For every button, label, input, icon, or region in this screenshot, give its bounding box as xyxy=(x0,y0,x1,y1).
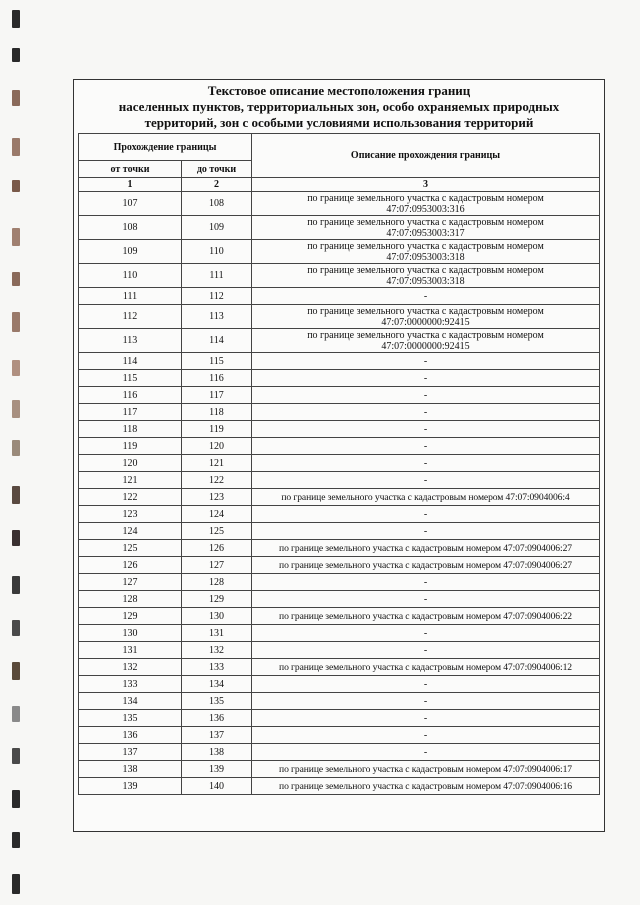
table-row xyxy=(79,240,600,264)
description-cell xyxy=(252,421,600,438)
to-point-cell: 108 xyxy=(182,192,252,216)
col-number: 1 xyxy=(79,178,182,192)
to-point-cell: 125 xyxy=(182,523,252,540)
table-row xyxy=(79,761,600,778)
to-point-cell: 129 xyxy=(182,591,252,608)
from-point-cell: 113 xyxy=(79,329,182,353)
to-point-cell: 137 xyxy=(182,727,252,744)
description-cell xyxy=(252,192,600,216)
from-point-cell: 127 xyxy=(79,574,182,591)
table-row xyxy=(79,264,600,288)
description-line: - xyxy=(423,525,428,537)
binding-holes xyxy=(0,0,40,905)
table-row xyxy=(79,676,600,693)
document-title xyxy=(74,83,604,131)
from-point-cell: 121 xyxy=(79,472,182,489)
to-point-cell: 140 xyxy=(182,778,252,795)
table-row xyxy=(79,727,600,744)
table-row xyxy=(79,192,600,216)
from-point-cell: 129 xyxy=(79,608,182,625)
description-cell xyxy=(252,625,600,642)
description-cell xyxy=(252,438,600,455)
from-point-cell: 132 xyxy=(79,659,182,676)
table-row xyxy=(79,472,600,489)
description-line: - xyxy=(423,406,428,418)
from-point-cell: 107 xyxy=(79,192,182,216)
boundary-table xyxy=(78,133,600,795)
to-point-cell: 128 xyxy=(182,574,252,591)
to-point-cell: 117 xyxy=(182,387,252,404)
table-row xyxy=(79,329,600,353)
table-row xyxy=(79,305,600,329)
table-row xyxy=(79,778,600,795)
description-line: 47:07:0953003:318 xyxy=(386,251,465,263)
table-row xyxy=(79,404,600,421)
from-point-cell: 120 xyxy=(79,455,182,472)
from-point-cell: 131 xyxy=(79,642,182,659)
description-cell xyxy=(252,608,600,625)
from-point-cell: 136 xyxy=(79,727,182,744)
table-body xyxy=(79,192,600,795)
from-point-cell: 126 xyxy=(79,557,182,574)
description-cell xyxy=(252,472,600,489)
from-point-cell: 137 xyxy=(79,744,182,761)
description-line: 47:07:0953003:317 xyxy=(386,227,465,239)
to-point-cell: 122 xyxy=(182,472,252,489)
description-line: - xyxy=(423,389,428,401)
description-line: - xyxy=(423,474,428,486)
description-cell xyxy=(252,489,600,506)
to-point-cell: 130 xyxy=(182,608,252,625)
description-cell xyxy=(252,591,600,608)
description-line: - xyxy=(423,712,428,724)
to-point-cell: 135 xyxy=(182,693,252,710)
description-line: по границе земельного участка с кадастровым номером xyxy=(307,264,544,276)
description-line: 47:07:0953003:316 xyxy=(386,203,465,215)
to-point-cell: 133 xyxy=(182,659,252,676)
table-row xyxy=(79,438,600,455)
to-point-cell: 110 xyxy=(182,240,252,264)
document-frame xyxy=(73,79,605,832)
to-point-cell: 120 xyxy=(182,438,252,455)
to-point-cell: 113 xyxy=(182,305,252,329)
table-row xyxy=(79,642,600,659)
table-row xyxy=(79,659,600,676)
description-line: по границе земельного участка с кадастровым номером 47:07:0904006:17 xyxy=(279,763,572,775)
to-point-cell: 114 xyxy=(182,329,252,353)
description-cell xyxy=(252,506,600,523)
header-to-point: до точки xyxy=(182,161,252,178)
header-from-point: от точки xyxy=(79,161,182,178)
from-point-cell: 133 xyxy=(79,676,182,693)
to-point-cell: 121 xyxy=(182,455,252,472)
description-cell xyxy=(252,404,600,421)
description-line: - xyxy=(423,593,428,605)
description-line: - xyxy=(423,423,428,435)
from-point-cell: 112 xyxy=(79,305,182,329)
from-point-cell: 130 xyxy=(79,625,182,642)
description-cell xyxy=(252,353,600,370)
from-point-cell: 122 xyxy=(79,489,182,506)
description-cell xyxy=(252,540,600,557)
description-cell xyxy=(252,727,600,744)
from-point-cell: 119 xyxy=(79,438,182,455)
to-point-cell: 112 xyxy=(182,288,252,305)
description-cell xyxy=(252,710,600,727)
title-line: Текстовое описание местоположения границ xyxy=(207,83,471,98)
description-line: по границе земельного участка с кадастровым номером xyxy=(307,216,544,228)
to-point-cell: 115 xyxy=(182,353,252,370)
description-line: - xyxy=(423,440,428,452)
description-cell xyxy=(252,370,600,387)
from-point-cell: 117 xyxy=(79,404,182,421)
description-line: - xyxy=(423,355,428,367)
description-line: 47:07:0953003:318 xyxy=(386,275,465,287)
description-cell xyxy=(252,693,600,710)
description-cell xyxy=(252,642,600,659)
description-cell xyxy=(252,659,600,676)
from-point-cell: 128 xyxy=(79,591,182,608)
table-row xyxy=(79,523,600,540)
col-number: 2 xyxy=(182,178,252,192)
table-row xyxy=(79,421,600,438)
table-row xyxy=(79,455,600,472)
description-cell xyxy=(252,557,600,574)
to-point-cell: 134 xyxy=(182,676,252,693)
from-point-cell: 114 xyxy=(79,353,182,370)
table-row xyxy=(79,693,600,710)
description-cell xyxy=(252,264,600,288)
description-line: по границе земельного участка с кадастровым номером xyxy=(307,192,544,204)
from-point-cell: 125 xyxy=(79,540,182,557)
from-point-cell: 134 xyxy=(79,693,182,710)
from-point-cell: 110 xyxy=(79,264,182,288)
description-line: по границе земельного участка с кадастровым номером 47:07:0904006:12 xyxy=(279,661,572,673)
description-cell xyxy=(252,455,600,472)
description-line: - xyxy=(423,746,428,758)
table-row xyxy=(79,370,600,387)
description-line: - xyxy=(423,372,428,384)
table-row xyxy=(79,353,600,370)
description-line: - xyxy=(423,627,428,639)
description-cell xyxy=(252,305,600,329)
from-point-cell: 116 xyxy=(79,387,182,404)
description-line: - xyxy=(423,508,428,520)
table-row xyxy=(79,574,600,591)
to-point-cell: 111 xyxy=(182,264,252,288)
table-row xyxy=(79,557,600,574)
table-row xyxy=(79,288,600,305)
description-cell xyxy=(252,240,600,264)
from-point-cell: 108 xyxy=(79,216,182,240)
title-line: населенных пунктов, территориальных зон, особо охраняемых природных xyxy=(118,99,560,114)
table-row xyxy=(79,506,600,523)
description-line: - xyxy=(423,678,428,690)
description-cell xyxy=(252,216,600,240)
title-line: территорий, зон с особыми условиями использования территорий xyxy=(144,115,534,130)
description-line: по границе земельного участка с кадастровым номером 47:07:0904006:22 xyxy=(279,610,572,622)
to-point-cell: 136 xyxy=(182,710,252,727)
description-line: по границе земельного участка с кадастровым номером xyxy=(307,240,544,252)
header-boundary-passage: Прохождение границы xyxy=(79,134,252,161)
to-point-cell: 124 xyxy=(182,506,252,523)
description-cell xyxy=(252,387,600,404)
to-point-cell: 109 xyxy=(182,216,252,240)
description-cell xyxy=(252,574,600,591)
description-line: по границе земельного участка с кадастровым номером 47:07:0904006:27 xyxy=(279,542,572,554)
description-line: - xyxy=(423,695,428,707)
description-line: 47:07:0000000:92415 xyxy=(381,340,470,352)
from-point-cell: 124 xyxy=(79,523,182,540)
from-point-cell: 111 xyxy=(79,288,182,305)
description-line: по границе земельного участка с кадастровым номером 47:07:0904006:27 xyxy=(279,559,572,571)
description-cell xyxy=(252,778,600,795)
description-line: по границе земельного участка с кадастровым номером xyxy=(307,305,544,317)
description-cell xyxy=(252,744,600,761)
description-line: 47:07:0000000:92415 xyxy=(381,316,470,328)
table-row xyxy=(79,591,600,608)
table-row xyxy=(79,608,600,625)
description-line: по границе земельного участка с кадастровым номером xyxy=(307,329,544,341)
description-cell xyxy=(252,761,600,778)
to-point-cell: 116 xyxy=(182,370,252,387)
description-line: - xyxy=(423,729,428,741)
from-point-cell: 123 xyxy=(79,506,182,523)
table-row xyxy=(79,387,600,404)
description-line: - xyxy=(423,576,428,588)
from-point-cell: 118 xyxy=(79,421,182,438)
description-cell xyxy=(252,329,600,353)
table-row xyxy=(79,744,600,761)
description-line: по границе земельного участка с кадастровым номером 47:07:0904006:4 xyxy=(281,491,570,503)
table-row xyxy=(79,489,600,506)
description-line: - xyxy=(423,644,428,656)
to-point-cell: 123 xyxy=(182,489,252,506)
table-row xyxy=(79,625,600,642)
table-row xyxy=(79,540,600,557)
description-cell xyxy=(252,676,600,693)
description-line: - xyxy=(423,290,428,302)
to-point-cell: 127 xyxy=(182,557,252,574)
to-point-cell: 138 xyxy=(182,744,252,761)
to-point-cell: 132 xyxy=(182,642,252,659)
header-description: Описание прохождения границы xyxy=(252,134,600,178)
table-row xyxy=(79,216,600,240)
description-line: - xyxy=(423,457,428,469)
to-point-cell: 126 xyxy=(182,540,252,557)
from-point-cell: 115 xyxy=(79,370,182,387)
from-point-cell: 138 xyxy=(79,761,182,778)
description-line: по границе земельного участка с кадастровым номером 47:07:0904006:16 xyxy=(279,780,572,792)
from-point-cell: 135 xyxy=(79,710,182,727)
to-point-cell: 131 xyxy=(182,625,252,642)
table-row xyxy=(79,710,600,727)
from-point-cell: 109 xyxy=(79,240,182,264)
col-number: 3 xyxy=(252,178,600,192)
to-point-cell: 118 xyxy=(182,404,252,421)
description-cell xyxy=(252,523,600,540)
to-point-cell: 139 xyxy=(182,761,252,778)
to-point-cell: 119 xyxy=(182,421,252,438)
description-cell xyxy=(252,288,600,305)
from-point-cell: 139 xyxy=(79,778,182,795)
